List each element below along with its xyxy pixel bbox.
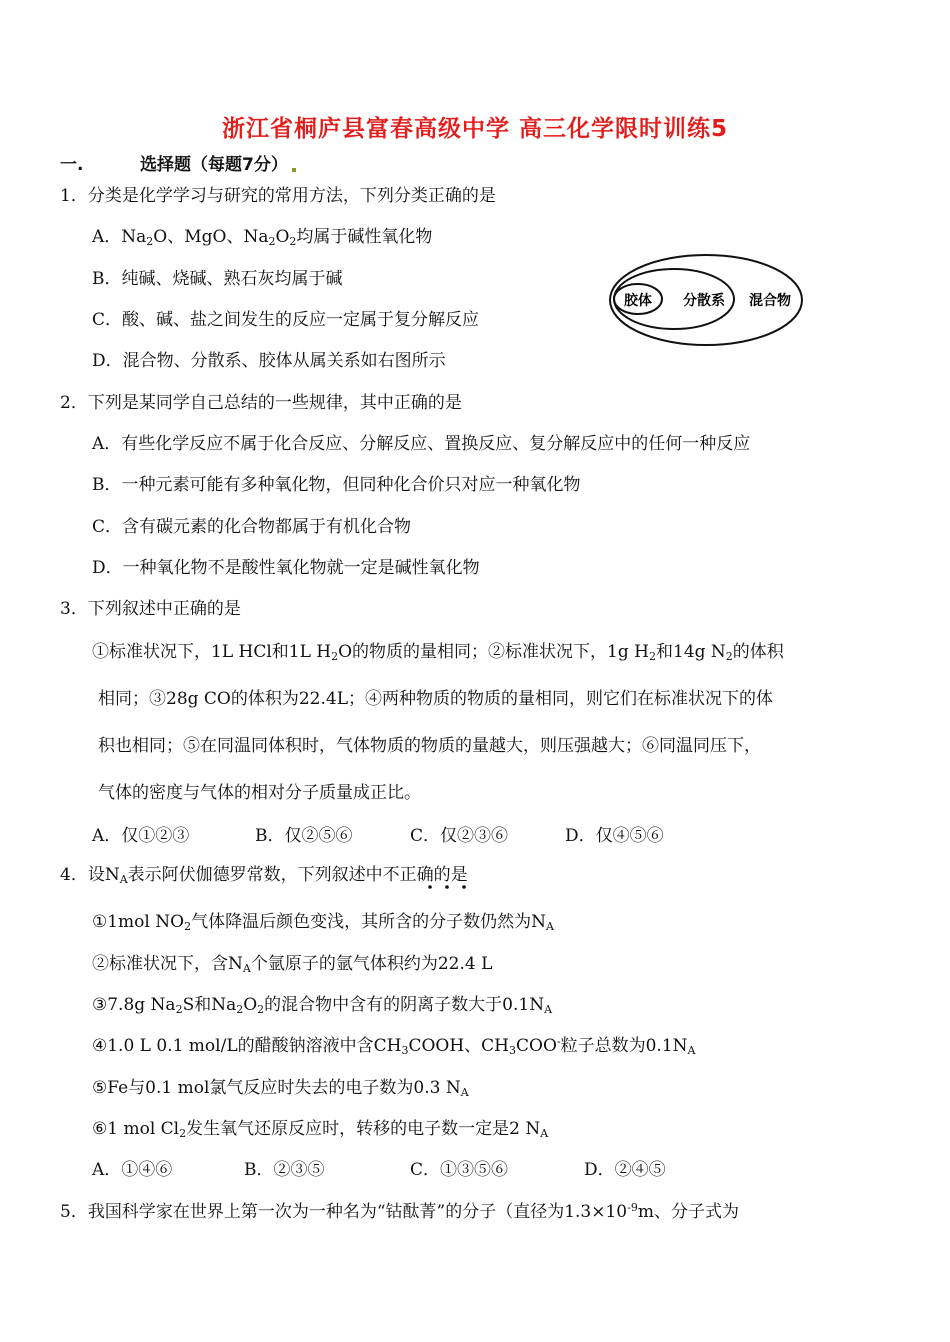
q2-stem: 2．下列是某同学自己总结的一些规律，其中正确的是 [60,393,462,413]
q3-option-a: A．仅①②③ [92,826,190,846]
q4-item-2: ②标准状况下，含$N_A$个氩原子的氩气体积约为22.4 L [92,954,493,975]
q5-stem: 5．我国科学家在世界上第一次为一种名为“钴酞菁”的分子（直径为$1.3\times 10^{-9}m$、分子式为 [60,1201,739,1222]
q4-option-a: A．①④⑥ [92,1160,173,1180]
emphasis-dots [425,884,485,890]
diagram-label-dispersion: 分散系 [683,293,725,309]
section-label: 选择题（每题7分） [140,155,288,175]
q2-option-c: C．含有碳元素的化合物都属于有机化合物 [92,517,412,537]
q2-option-d: D．一种氧化物不是酸性氧化物就一定是碱性氧化物 [92,558,480,578]
q1-option-b: B．纯碱、烧碱、熟石灰均属于碱 [92,269,343,289]
q4-emphasized-not-correct: 不正确 [382,865,434,885]
section-number: 一. [60,155,84,175]
q3-statement-line-4: 气体的密度与气体的相对分子质量成正比。 [98,783,421,803]
section-heading [60,150,296,175]
q4-item-4: ④1.0 L 0.1 mol/L的醋酸钠溶液中含$CH_3COOH$、$CH_3COO^-$粒子总数为$0.1N_A$ [92,1035,696,1057]
document-title: 浙江省桐庐县富春高级中学 高三化学限时训练5 [221,116,728,142]
q4-item-5: ⑤Fe与0.1 mol氯气反应时失去的电子数为0.3 $N_A$ [92,1078,469,1099]
q3-option-d: D．仅④⑤⑥ [565,826,664,846]
q3-statement-line-3: 积也相同；⑤在同温同体积时，气体物质的物质的量越大，则压强越大；⑥同温同压下， [98,736,761,756]
q1-option-c: C．酸、碱、盐之间发生的反应一定属于复分解反应 [92,310,480,330]
diagram-label-colloid: 胶体 [624,293,652,309]
q3-option-b: B．仅②⑤⑥ [255,826,353,846]
q2-option-a: A．有些化学反应不属于化合反应、分解反应、置换反应、复分解反应中的任何一种反应 [92,434,751,454]
olive-dot-mark [292,168,296,172]
q1-stem: 1．分类是化学学习与研究的常用方法，下列分类正确的是 [60,186,496,206]
q4-option-b: B．②③⑤ [244,1160,325,1180]
q4-item-3: ③7.8g $Na_2S$和$Na_2O_2$的混合物中含有的阴离子数大于$0.1N_A$ [92,995,553,1016]
q1-option-a: A．$Na_2O$、MgO、$Na_2O_2$均属于碱性氧化物 [92,227,433,248]
q3-statement-line-1: ①标准状况下，1L HCl和1L $H_2O$的物质的量相同；②标准状况下，1g $H_2$和14g $N_2$的体积 [92,642,784,663]
q2-option-b: B．一种元素可能有多种氧化物，但同种化合价只对应一种氧化物 [92,475,581,495]
q4-item-1: ①1mol $NO_2$气体降温后颜色变浅，其所含的分子数仍然为$N_A$ [92,912,554,933]
q4-stem: 4．设$N_A$表示阿伏伽德罗常数，下列叙述中不正确的是 [60,865,468,886]
q3-stem: 3．下列叙述中正确的是 [60,599,241,619]
diagram-label-mixture: 混合物 [749,293,791,309]
q1-option-d: D．混合物、分散系、胶体从属关系如右图所示 [92,351,446,371]
q3-statement-line-2: 相同；③28g CO的体积为22.4L；④两种物质的物质的量相同，则它们在标准状况下的体 [98,689,774,709]
emphasis-dot [428,885,432,889]
emphasis-dot [445,885,449,889]
emphasis-dot [462,885,466,889]
q3-option-c: C．仅②③⑥ [410,826,509,846]
q4-item-6: ⑥1 mol $Cl_2$发生氧气还原反应时，转移的电子数一定是2 $N_A$ [92,1119,549,1140]
q4-option-d: D．②④⑤ [584,1160,666,1180]
q4-option-c: C．①③⑤⑥ [410,1160,509,1180]
classification-nested-ellipse-diagram [608,253,804,347]
